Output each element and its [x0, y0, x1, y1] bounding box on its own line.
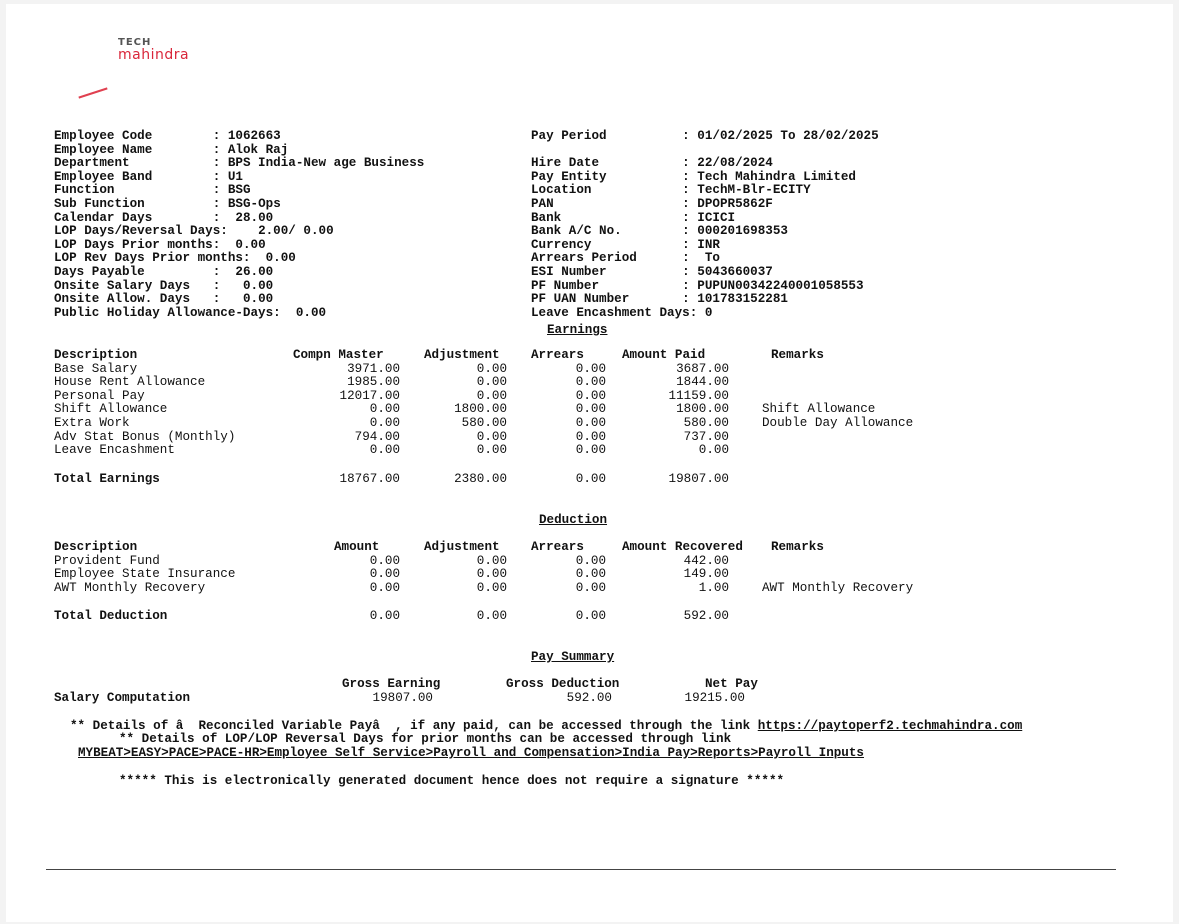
detail-separator — [251, 251, 266, 265]
table-cell: 442.00 — [683, 553, 729, 568]
table-cell: 737.00 — [683, 429, 729, 444]
detail-row — [54, 307, 424, 321]
table-header-5: Remarks — [771, 540, 824, 554]
detail-row — [54, 171, 424, 185]
detail-value: 0.00 — [235, 237, 266, 252]
detail-separator: : — [606, 264, 698, 279]
earnings-title: Earnings — [547, 323, 608, 337]
detail-row — [531, 184, 879, 198]
total-cell: 18767.00 — [339, 472, 400, 486]
detail-label: PAN — [531, 196, 554, 211]
table-cell: Employee State Insurance — [54, 567, 236, 582]
detail-separator: : — [129, 156, 228, 171]
detail-separator: : — [636, 251, 705, 266]
summary-value-2: 19215.00 — [684, 691, 745, 705]
table-cell: 0.00 — [575, 580, 606, 595]
detail-separator — [228, 224, 258, 238]
detail-value: 0.00 — [265, 251, 296, 266]
table-cell: Shift Allowance — [54, 402, 168, 417]
detail-row — [54, 184, 424, 198]
detail-label: Bank A/C No. — [531, 224, 622, 239]
detail-row — [54, 144, 424, 158]
detail-label: PF UAN Number — [531, 292, 630, 307]
table-header-2: Adjustment — [424, 540, 500, 554]
table-cell: 1985.00 — [347, 375, 400, 390]
detail-label: Leave Encashment Days: — [531, 305, 698, 320]
detail-value: TechM-Blr-ECITY — [697, 183, 811, 198]
detail-separator: : — [553, 196, 698, 211]
table-cell: 0.00 — [476, 429, 507, 444]
detail-label: Calendar Days — [54, 210, 153, 225]
detail-value: 0.00 — [295, 305, 327, 320]
paytoperf-link[interactable]: https://paytoperf2.techmahindra.com — [757, 719, 1023, 733]
detail-label: Pay Entity — [531, 169, 607, 184]
detail-row — [54, 225, 424, 239]
table-cell: 0.00 — [369, 567, 400, 582]
table-cell: AWT Monthly Recovery — [54, 580, 206, 595]
detail-separator: : — [190, 278, 243, 293]
table-cell: 0.00 — [575, 361, 606, 376]
table-header-4: Amount Paid — [622, 348, 706, 362]
detail-separator: : — [621, 224, 698, 239]
table-cell: Double Day Allowance — [762, 416, 914, 430]
table-header-2: Adjustment — [424, 348, 500, 362]
table-cell: 794.00 — [354, 429, 400, 444]
pay-summary-title: Pay Summary — [531, 650, 615, 664]
deduction-title: Deduction — [539, 513, 608, 527]
detail-value: BSG — [227, 183, 251, 198]
table-cell: 1800.00 — [454, 402, 507, 417]
detail-row — [54, 239, 424, 253]
detail-row — [531, 130, 879, 144]
detail-row — [54, 280, 424, 294]
detail-separator: : — [114, 183, 228, 198]
detail-value: PUPUN00342240001058553 — [697, 278, 864, 293]
detail-value: 22/08/2024 — [697, 156, 773, 171]
detail-row — [54, 293, 424, 307]
detail-label: Currency — [531, 237, 592, 252]
total-cell: 592.00 — [683, 609, 729, 623]
detail-value: BSG-Ops — [227, 196, 281, 211]
summary-row-label: Salary Computation — [54, 691, 191, 705]
table-header-0: Description — [54, 348, 138, 362]
table-cell: Adv Stat Bonus (Monthly) — [54, 429, 236, 444]
total-cell: 0.00 — [575, 609, 606, 623]
table-cell: Leave Encashment — [54, 443, 175, 458]
detail-label: Bank — [531, 210, 562, 225]
table-header-1: Amount — [334, 540, 380, 554]
table-cell: 0.00 — [476, 567, 507, 582]
detail-value: 0.00 — [242, 292, 274, 307]
detail-row — [531, 144, 879, 158]
detail-value: 000201698353 — [697, 224, 788, 239]
table-cell: 0.00 — [476, 361, 507, 376]
detail-separator: : — [599, 278, 698, 293]
detail-separator: : — [629, 292, 698, 307]
detail-value: Alok Raj — [227, 142, 289, 157]
note-lop-details: ** Details of LOP/LOP Reversal Days for prior months can be accessed through link — [119, 732, 732, 746]
note-variable-pay-text: ** Details of â Reconciled Variable Payâ , if any paid, can be accessed through the link — [70, 719, 758, 733]
detail-separator: : — [606, 169, 698, 184]
table-cell: AWT Monthly Recovery — [762, 580, 914, 595]
detail-label: Onsite Salary Days — [54, 278, 191, 293]
table-cell: Base Salary — [54, 361, 138, 376]
table-cell: 0.00 — [575, 553, 606, 568]
detail-separator — [697, 306, 705, 320]
detail-row — [54, 252, 424, 266]
summary-header-2: Net Pay — [705, 677, 758, 691]
detail-separator: : — [606, 129, 698, 143]
total-cell: 0.00 — [575, 472, 606, 486]
table-cell: 11159.00 — [668, 388, 729, 403]
table-cell: 0.00 — [476, 580, 507, 595]
detail-label: Department — [54, 156, 130, 171]
detail-label: LOP Days/Reversal Days: — [54, 224, 228, 239]
detail-label: Location — [531, 183, 592, 198]
table-header-4: Amount Recovered — [622, 540, 743, 554]
footer-divider — [46, 869, 1116, 870]
detail-separator — [220, 238, 235, 252]
employee-details-right — [531, 130, 879, 320]
detail-value: 2.00/ 0.00 — [258, 224, 334, 239]
table-cell: 0.00 — [575, 429, 606, 444]
table-cell: 1800.00 — [676, 402, 729, 417]
table-cell: 580.00 — [461, 416, 507, 430]
detail-row — [531, 239, 879, 253]
table-header-3: Arrears — [531, 540, 584, 554]
detail-separator: : — [591, 237, 698, 252]
detail-separator: : — [152, 210, 236, 225]
table-header-1: Compn Master — [293, 348, 384, 362]
table-cell: 0.00 — [698, 443, 729, 458]
detail-label: Function — [54, 183, 115, 198]
detail-label: Pay Period — [531, 129, 607, 143]
detail-label: Employee Name — [54, 142, 153, 157]
table-cell: 0.00 — [369, 402, 400, 417]
table-cell: 0.00 — [369, 416, 400, 430]
detail-separator: : — [561, 210, 698, 225]
table-cell: 0.00 — [476, 375, 507, 390]
detail-row — [531, 293, 879, 307]
detail-label: Employee Band — [54, 169, 153, 184]
detail-value: ICICI — [697, 210, 736, 225]
detail-label: Employee Code — [54, 129, 153, 143]
table-cell: Extra Work — [54, 416, 130, 430]
table-header-3: Arrears — [531, 348, 584, 362]
logo-mahindra-text: mahindra — [118, 47, 190, 63]
table-cell: 0.00 — [575, 443, 606, 458]
table-cell: 12017.00 — [339, 388, 400, 403]
total-cell: 19807.00 — [668, 472, 729, 486]
detail-value: 26.00 — [235, 264, 274, 279]
tech-mahindra-logo — [118, 38, 189, 62]
detail-value: DPOPR5862F — [697, 196, 773, 211]
table-cell: House Rent Allowance — [54, 375, 206, 390]
detail-row — [531, 212, 879, 226]
detail-separator: : — [152, 169, 228, 184]
table-cell: 0.00 — [369, 443, 400, 458]
table-cell: 1844.00 — [676, 375, 729, 390]
payroll-inputs-link[interactable]: MYBEAT>EASY>PACE>PACE-HR>Employee Self Service>Payroll and Compensation>India Pay>Reports>Payroll Inputs — [78, 746, 864, 760]
detail-row — [54, 198, 424, 212]
table-cell: 0.00 — [575, 416, 606, 430]
detail-label: Onsite Allow. Days — [54, 292, 191, 307]
detail-value: U1 — [227, 169, 243, 184]
table-cell: 0.00 — [575, 567, 606, 582]
detail-separator: : — [144, 264, 236, 279]
detail-value: 0 — [704, 305, 713, 320]
table-cell: Shift Allowance — [762, 402, 876, 417]
table-header-0: Description — [54, 540, 138, 554]
table-cell: 0.00 — [476, 553, 507, 568]
detail-row — [54, 157, 424, 171]
table-cell: 0.00 — [476, 443, 507, 458]
detail-value: 01/02/2025 To 28/02/2025 — [697, 129, 879, 143]
table-cell: 3687.00 — [676, 361, 729, 376]
detail-row — [531, 280, 879, 294]
detail-value: 28.00 — [235, 210, 274, 225]
detail-separator — [281, 306, 296, 320]
logo-swoosh-icon — [78, 87, 107, 98]
total-cell: Total Earnings — [54, 472, 160, 486]
detail-row — [531, 171, 879, 185]
total-cell: 0.00 — [369, 609, 400, 623]
table-cell: 1.00 — [698, 580, 729, 595]
table-cell: Personal Pay — [54, 388, 145, 403]
detail-label: ESI Number — [531, 264, 607, 279]
summary-value-0: 19807.00 — [372, 691, 433, 705]
table-cell: 0.00 — [575, 402, 606, 417]
detail-value: Tech Mahindra Limited — [697, 169, 856, 184]
detail-row — [531, 307, 879, 321]
detail-label: Sub Function — [54, 196, 145, 211]
detail-row — [54, 130, 424, 144]
detail-value: INR — [697, 237, 720, 252]
detail-value: 5043660037 — [697, 264, 773, 279]
table-cell: 0.00 — [476, 388, 507, 403]
detail-row — [531, 252, 879, 266]
payslip-page — [6, 4, 1173, 922]
summary-header-0: Gross Earning — [342, 677, 441, 691]
detail-separator: : — [190, 292, 243, 307]
detail-separator: : — [152, 129, 228, 143]
detail-row — [531, 157, 879, 171]
detail-label: Arrears Period — [531, 251, 637, 266]
detail-value: BPS India-New age Business — [227, 156, 425, 171]
detail-separator: : — [152, 142, 228, 157]
summary-header-1: Gross Deduction — [506, 677, 620, 691]
detail-row — [54, 266, 424, 280]
detail-label: Public Holiday Allowance-Days: — [54, 305, 281, 320]
detail-label: Days Payable — [54, 264, 145, 279]
detail-row — [531, 225, 879, 239]
total-cell: 0.00 — [476, 609, 507, 623]
detail-row — [531, 198, 879, 212]
table-cell: 0.00 — [369, 553, 400, 568]
table-cell: 3971.00 — [347, 361, 400, 376]
detail-label: LOP Days Prior months: — [54, 237, 221, 252]
signature-note: ***** This is electronically generated document hence does not require a signature ***** — [119, 774, 785, 788]
detail-row — [54, 212, 424, 226]
logo-tech-text: TECH — [118, 37, 152, 48]
detail-value: 0.00 — [242, 278, 274, 293]
total-cell: Total Deduction — [54, 609, 168, 623]
table-cell: 0.00 — [575, 388, 606, 403]
detail-separator: : — [599, 156, 698, 171]
total-cell: 2380.00 — [454, 472, 507, 486]
detail-label: LOP Rev Days Prior months: — [54, 251, 251, 266]
detail-separator: : — [591, 183, 698, 198]
table-cell: 0.00 — [369, 580, 400, 595]
detail-value: 101783152281 — [697, 292, 788, 307]
table-cell: 149.00 — [683, 567, 729, 582]
detail-row — [531, 266, 879, 280]
table-cell: 580.00 — [683, 416, 729, 430]
table-header-5: Remarks — [771, 348, 824, 362]
detail-value: To — [704, 251, 720, 266]
summary-value-1: 592.00 — [566, 691, 612, 705]
detail-label: PF Number — [531, 278, 600, 293]
table-cell: Provident Fund — [54, 553, 160, 568]
table-cell: 0.00 — [575, 375, 606, 390]
detail-label: Hire Date — [531, 156, 600, 171]
employee-details-left — [54, 130, 424, 320]
detail-value: 1062663 — [227, 129, 281, 143]
detail-separator: : — [144, 196, 228, 211]
